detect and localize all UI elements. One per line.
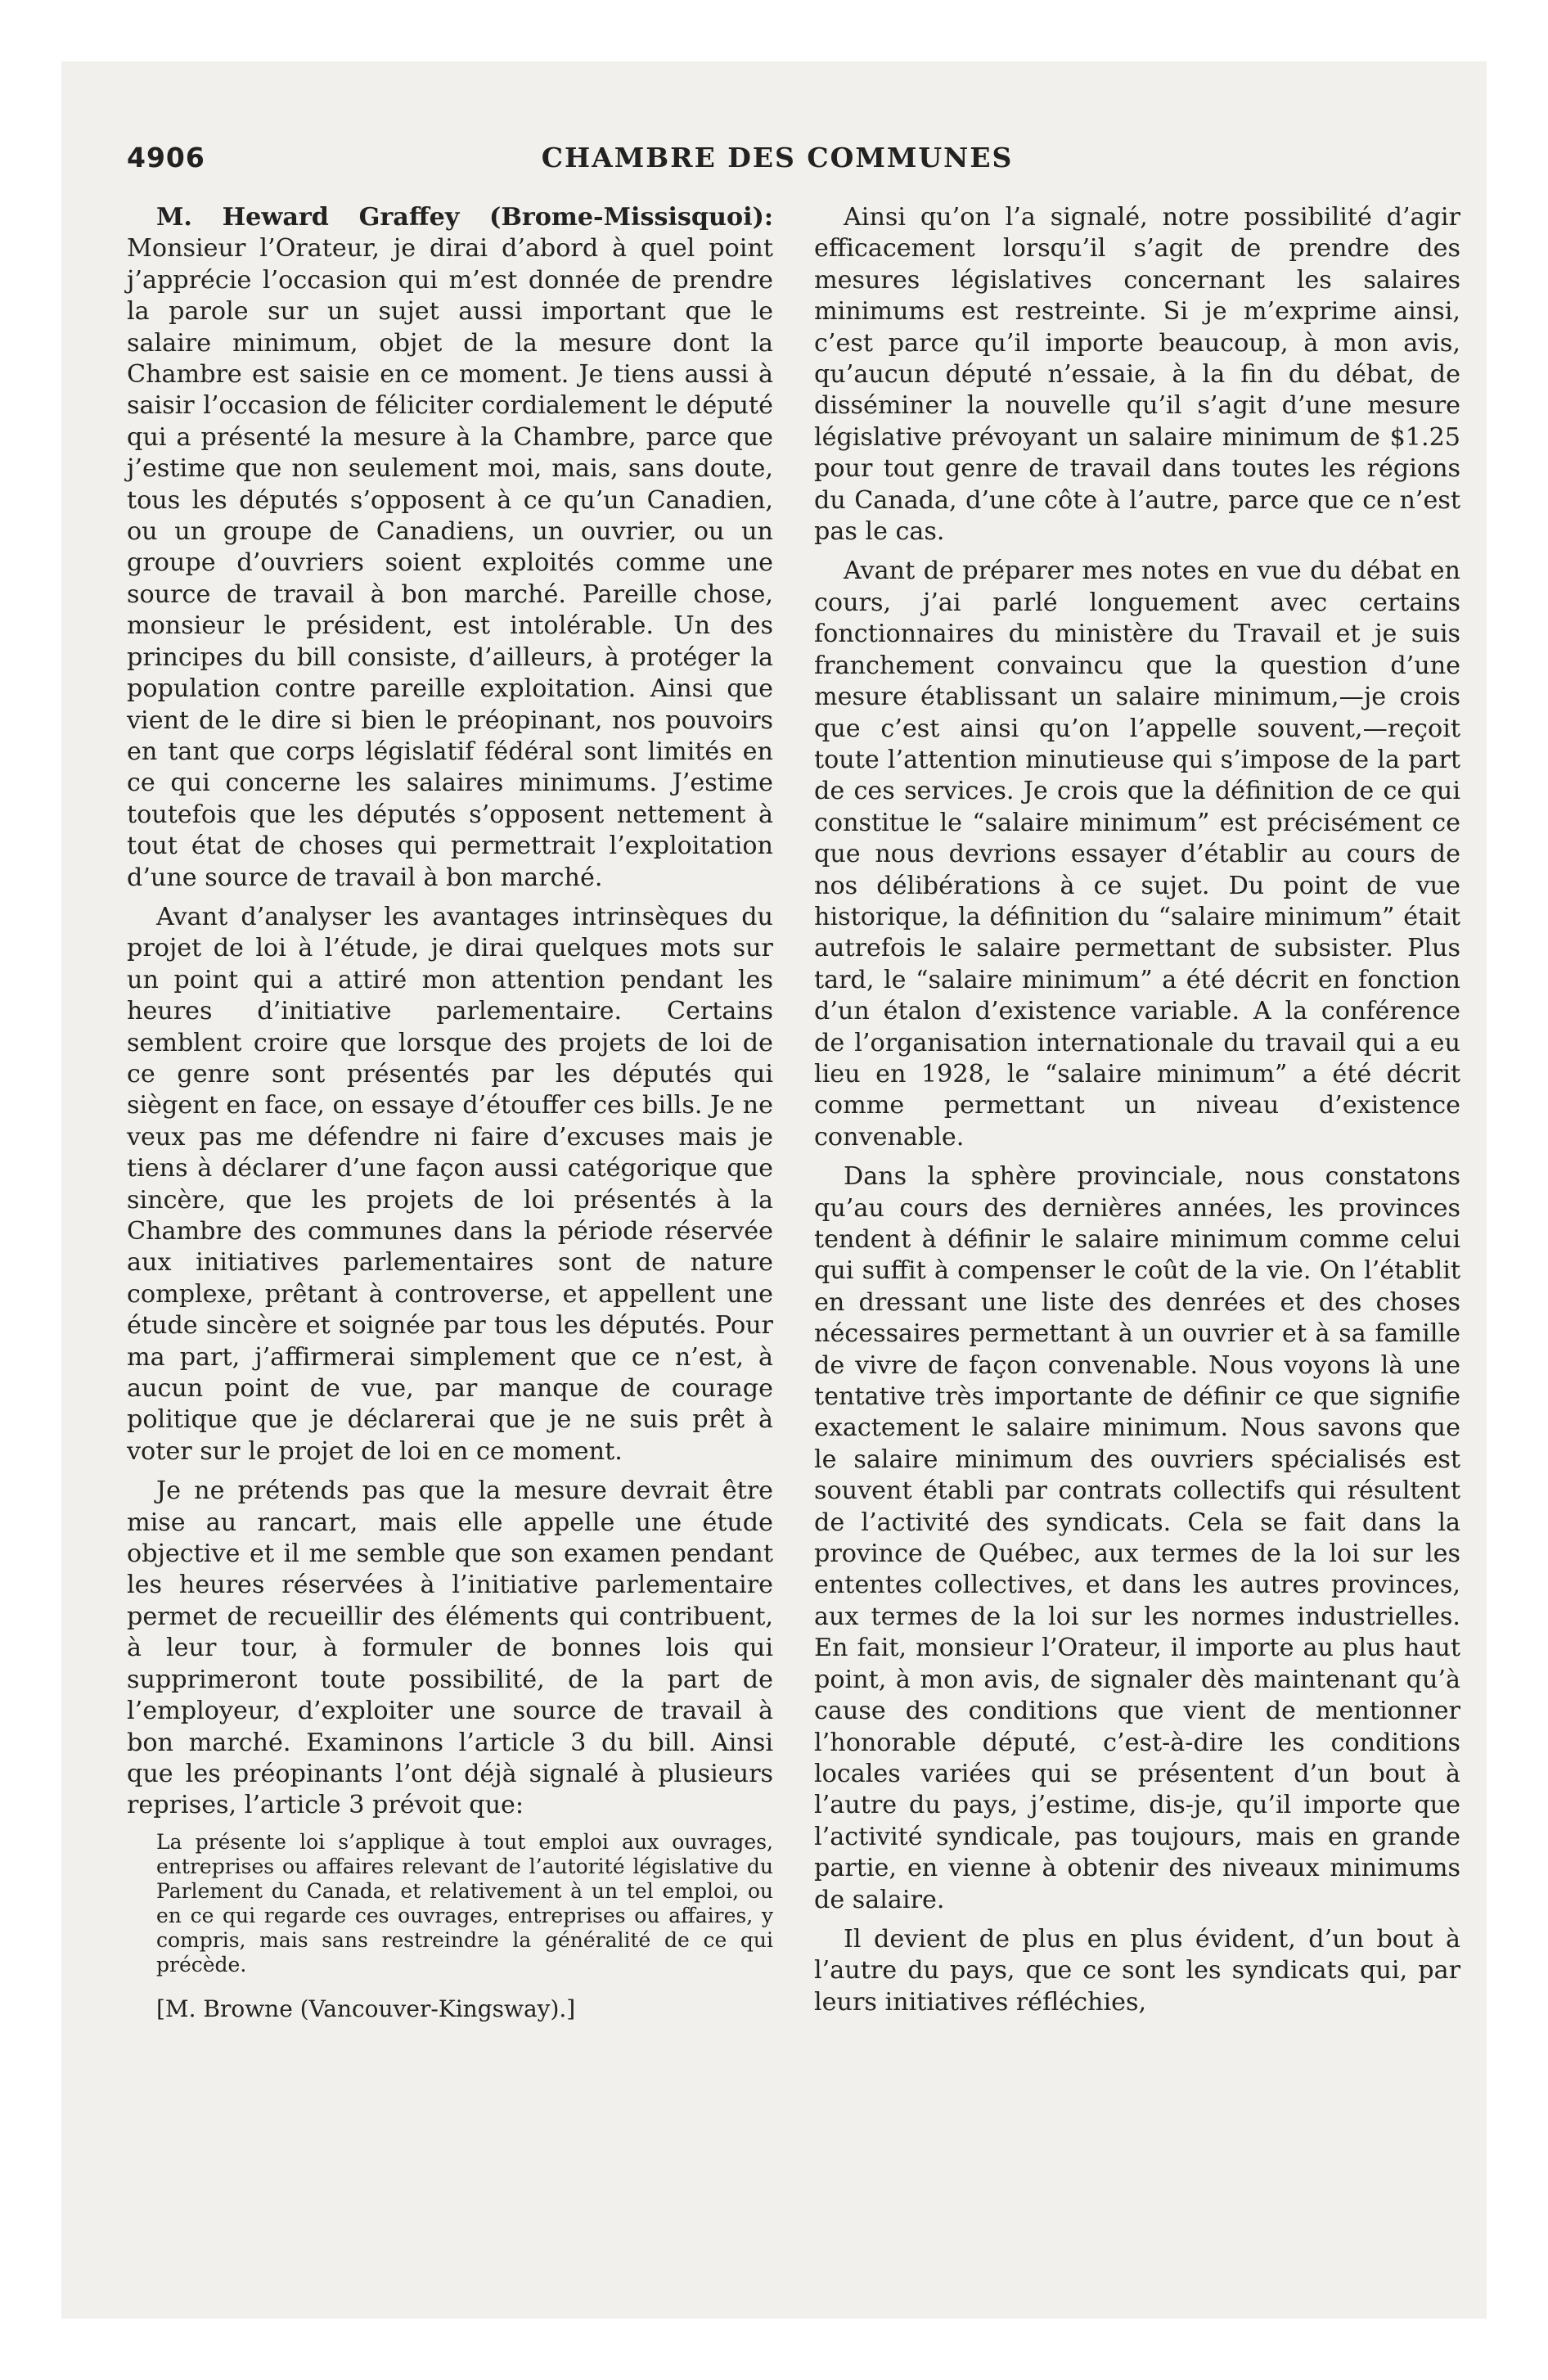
page-header (127, 142, 1428, 183)
running-title: CHAMBRE DES COMMUNES (541, 142, 1014, 174)
paragraph: Avant d’analyser les avantages intrinsèques du projet de loi à l’étude, je dirai quelques mots sur un point qui a attiré mon attention pendant les heures d’initiative parlementaire. Certains semblent croire que lorsque des projets de loi de ce genre sont présentés par les députés qui siègent en face, on essaye d’étouffer ces bills. Je ne veux pas me défendre ni faire d’excuses mais je tiens à déclarer d’une façon aussi catégorique que sincère, que les projets de loi présentés à la Chambre des communes dans la période réservée aux initiatives parlementaires sont de nature complexe, prêtant à controverse, et appellent une étude sincère et soignée par tous les députés. Pour ma part, j’affirmerai simplement que ce n’est, à aucun point de vue, par manque de courage politique que je déclarerai que je ne suis prêt à voter sur le projet de loi en ce moment. (127, 902, 773, 1466)
paragraph (127, 202, 773, 894)
paragraph: Je ne prétends pas que la mesure devrait être mise au rancart, mais elle appelle une étude objective et il me semble que son examen pendant les heures réservées à l’initiative parlementaire permet de recueillir des éléments qui contribuent, à leur tour, à formuler de bonnes lois qui supprimeront toute possibilité, de la part de l’employeur, d’exploiter une source de travail à bon marché. Examinons l’article 3 du bill. Ainsi que les préopinants l’ont déjà signalé à plusieurs reprises, l’article 3 prévoit que: (127, 1476, 773, 1820)
speaker-attribution: [M. Browne (Vancouver-Kingsway).] (156, 1995, 576, 2022)
scanned-page (61, 61, 1487, 2319)
page-number: 4906 (127, 142, 205, 174)
speaker-name: M. Heward Graffey (Brome-Missisquoi): (156, 203, 773, 232)
paragraph: Il devient de plus en plus évident, d’un bout à l’autre du pays, que ce sont les syndicats qui, par leurs initiatives réfléchies, (814, 1924, 1460, 2017)
paragraph: Avant de préparer mes notes en vue du débat en cours, j’ai parlé longuement avec certains fonctionnaires du ministère du Travail et je suis franchement convaincu que la question d’une mesure établissant un salaire minimum,—je crois que c’est ainsi qu’on l’appelle souvent,—reçoit toute l’attention minutieuse qui s’impose de la part de ces services. Je crois que la définition de ce qui constitue le “salaire minimum” est précisément ce que nous devrions essayer d’établir au cours de nos délibérations à ce sujet. Du point de vue historique, la définition du “salaire minimum” était autrefois le salaire permettant de subsister. Plus tard, le “salaire minimum” a été décrit en fonction d’un étalon d’existence variable. A la conférence de l’organisation internationale du travail qui a eu lieu en 1928, le “salaire minimum” a été décrit comme permettant un niveau d’existence convenable. (814, 557, 1460, 1152)
paragraph: Ainsi qu’on l’a signalé, notre possibilité d’agir efficacement lorsqu’il s’agit de prendre des mesures législatives concernant les salaires minimums est restreinte. Si je m’exprime ainsi, c’est parce qu’il importe beaucoup, à mon avis, qu’aucun député n’essaie, à la fin du débat, de disséminer la nouvelle qu’il s’agit d’une mesure législative prévoyant un salaire minimum de $1.25 pour tout genre de travail dans toutes les régions du Canada, d’une côte à l’autre, parce que ce n’est pas le cas. (814, 203, 1460, 547)
right-column (814, 202, 1460, 2026)
paragraph: Dans la sphère provinciale, nous constatons qu’au cours des dernières années, les provinces tendent à définir le salaire minimum comme celui qui suffit à compenser le coût de la vie. On l’établit en dressant une liste des denrées et des choses nécessaires permettant à un ouvrier et à sa famille de vivre de façon convenable. Nous voyons là une tentative très importante de définir ce que signifie exactement le salaire minimum. Nous savons que le salaire minimum des ouvriers spécialisés est souvent établi par contrats collectifs qui résultent de l’activité des syndicats. Cela se fait dans la province de Québec, aux termes de la loi sur les ententes collectives, et dans les autres provinces, aux termes de la loi sur les normes industrielles. En fait, monsieur l’Orateur, il importe au plus haut point, à mon avis, de signaler dès maintenant qu’à cause des conditions que vient de mentionner l’honorable député, c’est-à-dire les conditions locales variées qui se présentent d’un bout à l’autre du pays, j’estime, dis-je, qu’il importe que l’activité syndicale, pas toujours, mais en grande partie, en vienne à obtenir des niveaux minimums de salaire. (814, 1162, 1460, 1914)
bill-quotation: La présente loi s’applique à tout emploi aux ouvrages, entreprises ou affaires relevant de l’autorité législative du Parlement du Canada, et relativement à un tel emploi, ou en ce qui regarde ces ouvrages, entreprises ou affaires, y compris, mais sans restreindre la généralité de ce qui précède. (156, 1829, 773, 1977)
left-column (127, 202, 773, 2023)
paragraph-text: Monsieur l’Orateur, je dirai d’abord à quel point j’apprécie l’occasion qui m’est donnée de prendre la parole sur un sujet aussi important que le salaire minimum, objet de la mesure dont la Chambre est saisie en ce moment. Je tiens aussi à saisir l’occasion de féliciter cordialement le député qui a présenté la mesure à la Chambre, parce que j’estime que non seulement moi, mais, sans doute, tous les députés s’opposent à ce qu’un Canadien, ou un groupe de Canadiens, un ouvrier, ou un groupe d’ouvriers soient exploités comme une source de travail à bon marché. Pareille chose, monsieur le président, est intolérable. Un des principes du bill consiste, d’ailleurs, à protéger la population contre pareille exploitation. Ainsi que vient de le dire si bien le préopinant, nos pouvoirs en tant que corps législatif fédéral sont limités en ce qui concerne les salaires minimums. J’estime toutefois que les députés s’opposent nettement à tout état de choses qui permettrait l’exploitation d’une source de travail à bon marché. (127, 234, 773, 892)
